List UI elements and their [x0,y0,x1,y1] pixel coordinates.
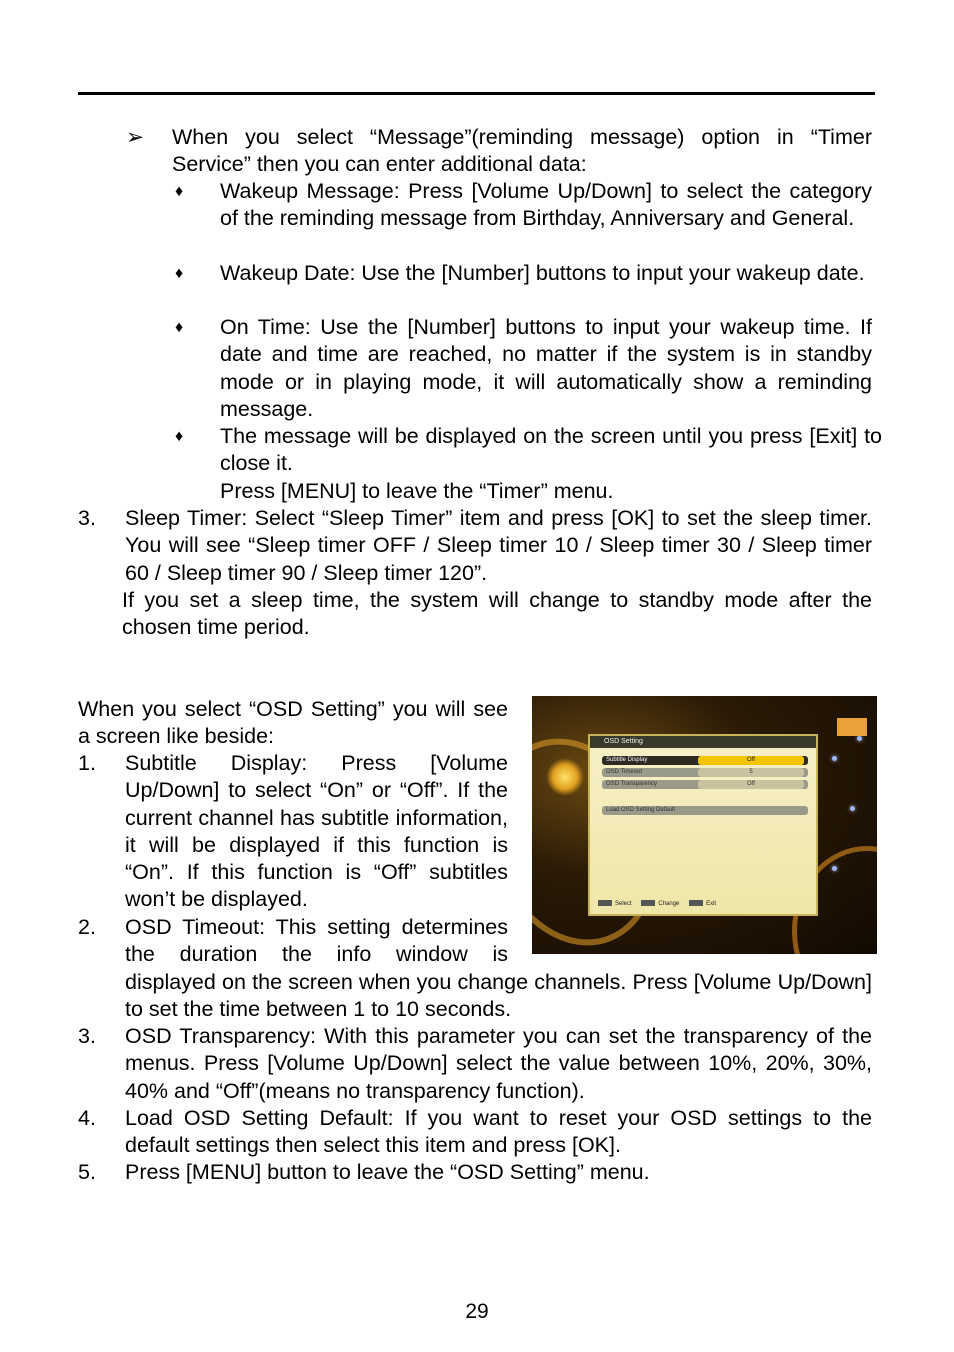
osd-menu-panel [588,734,818,916]
osd-item-load-default: Load OSD Setting Default: If you want to reset your OSD settings to the default settings then select this item and press [OK]. [125,1106,872,1158]
list-number: 2. [78,915,96,939]
row-label: OSD Transparency [606,781,658,787]
sleep-timer-note: If you set a sleep time, the system will change to standby mode after the chosen time period. [122,588,872,640]
timer-bullet: Wakeup Message: Press [Volume Up/Down] to select the category of the reminding message from Birthday, Anniversary and General. [220,179,872,231]
header-rule [78,92,875,95]
hint-exit: Exit [706,901,717,907]
row-label: Subtitle Display [606,757,648,763]
osd-setting-screenshot [532,696,877,954]
key-icon [641,900,655,906]
timer-bullet: Wakeup Date: Use the [Number] buttons to input your wakeup date. [220,261,865,285]
sparkle-icon [857,736,862,741]
osd-item-leave: Press [MENU] button to leave the “OSD Setting” menu. [125,1160,650,1184]
osd-menu-row-transparency [602,780,808,789]
osd-item-timeout-part2: displayed on the screen when you change channels. Press [Volume Up/Down] to set the time between 1 to 10 seconds. [125,970,872,1022]
hint-select: Select [615,901,632,907]
sparkle-icon [832,756,837,761]
diamond-bullet-icon: ♦ [175,319,184,336]
page-number: 29 [465,1300,489,1323]
timer-leave-note: Press [MENU] to leave the “Timer” menu. [220,479,614,503]
list-number: 3. [78,506,96,530]
logo-icon [837,718,867,736]
sparkle-icon [850,806,855,811]
osd-item-timeout-part1: OSD Timeout: This setting determines the duration the info window is [125,915,508,967]
key-icon [598,900,612,906]
osd-intro: When you select “OSD Setting” you will see a screen like beside: [78,697,508,749]
row-label: OSD Timeout [606,769,643,775]
row-value: 5 [698,768,804,777]
list-number: 1. [78,751,96,775]
timer-bullet: On Time: Use the [Number] buttons to input your wakeup time. If date and time are reached, no matter if the system is in standby mode or in playing mode, it will automatically show a reminding message. [220,315,872,421]
sleep-timer-text: Sleep Timer: Select “Sleep Timer” item and press [OK] to set the sleep timer. You will see “Sleep timer OFF / Sleep timer 10 / Sleep timer 30 / Sleep timer 60 / Sleep timer 90 / Sleep timer 120”. [125,506,872,585]
osd-item-subtitle: Subtitle Display: Press [Volume Up/Down] to select “On” or “Off”. If the current channel has subtitle information, it will be displayed if this function is “On”. If this function is “Off” subtitles won’t be displayed. [125,751,508,912]
row-value: Off [698,756,804,765]
osd-item-transparency: OSD Transparency: With this parameter you can set the transparency of the menus. Press [Volume Up/Down] select the value between 10%, 20%, 30%, 40% and “Off”(means no transparency function). [125,1024,872,1103]
arrow-bullet-icon: ➢ [126,125,145,149]
diamond-bullet-icon: ♦ [175,265,184,282]
sparkle-icon [832,866,837,871]
osd-menu-row-subtitle [602,756,808,765]
osd-menu-hints [590,898,816,910]
diamond-bullet-icon: ♦ [175,183,184,200]
timer-intro: When you select “Message”(reminding message) option in “Timer Service” then you can enter additional data: [172,125,872,177]
diamond-bullet-icon: ♦ [175,428,184,445]
decorative-flower-icon [546,758,584,796]
row-value: Off [698,780,804,789]
list-number: 3. [78,1024,96,1048]
list-number: 4. [78,1106,96,1130]
osd-menu-row-timeout [602,768,808,777]
osd-menu-row-load-default: Load OSD Setting Default [602,806,808,815]
list-number: 5. [78,1160,96,1184]
hint-change: Change [658,901,680,907]
timer-bullet: The message will be displayed on the screen until you press [Exit] to close it. [220,424,882,476]
key-icon [689,900,703,906]
osd-menu-title: OSD Setting [590,736,816,748]
